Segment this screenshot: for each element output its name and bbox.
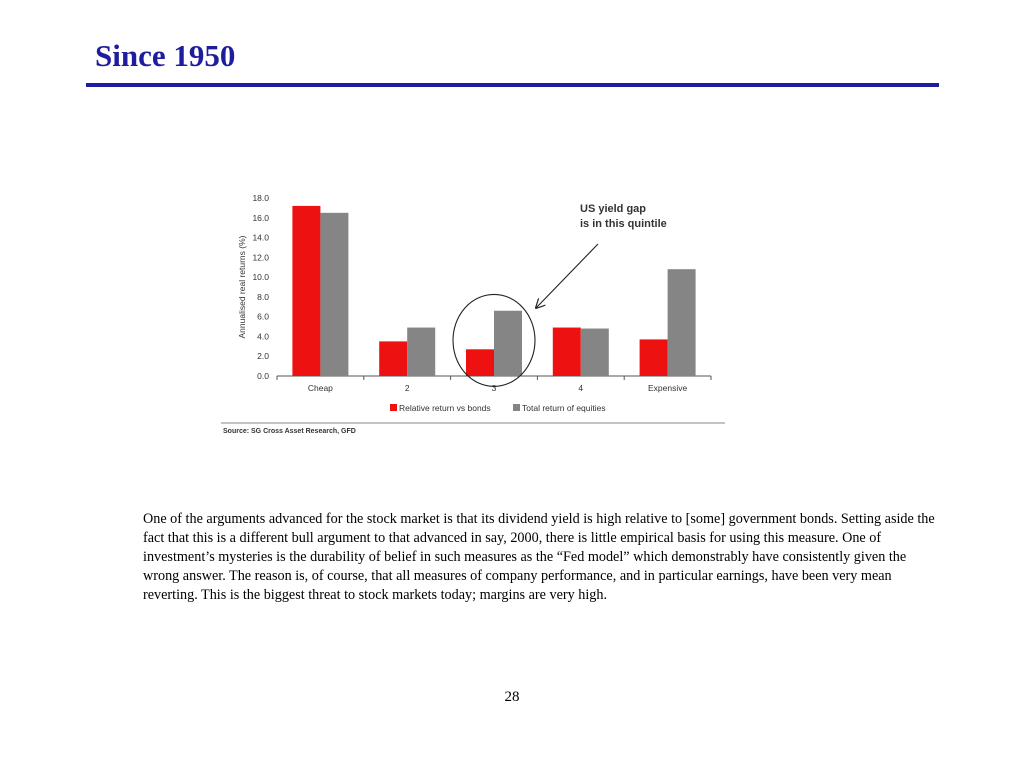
legend-swatch <box>390 404 397 411</box>
annotation-arrow <box>536 244 598 308</box>
bar <box>292 206 320 376</box>
bars <box>292 206 695 376</box>
y-tick-label: 8.0 <box>257 291 269 302</box>
y-tick-label: 0.0 <box>257 371 269 381</box>
body-paragraph: One of the arguments advanced for the stock market is that its dividend yield is high relative to [some] government bonds. Setting aside the fact that this is a different bull argument to that advanced in say, 2000, there is little empirical basis for using this measure. One of investment’s mysteries is the durability of belief in such measures as the “Fed model” which demonstrably have consistently given the wrong answer. The reason is, of course, that all measures of company performance, and in particular earnings, have been very mean reverting. This is the biggest threat to stock markets today; margins are very high. <box>143 511 935 603</box>
y-axis <box>237 193 269 381</box>
x-tick-label: 4 <box>578 383 584 393</box>
x-tick-label: 3 <box>491 383 497 393</box>
bar <box>494 311 522 376</box>
y-tick-label: 12.0 <box>252 252 269 263</box>
y-tick-label: 4.0 <box>257 331 269 342</box>
bar <box>640 339 668 376</box>
legend-label: Total return of equities <box>522 403 606 413</box>
annotation-text-line2: is in this quintile <box>580 218 667 230</box>
x-tick-label: 2 <box>404 383 410 393</box>
legend <box>390 403 606 413</box>
bar <box>553 328 581 376</box>
legend-label: Relative return vs bonds <box>399 403 491 413</box>
source <box>221 423 725 435</box>
y-tick-label: 2.0 <box>257 351 269 362</box>
bar <box>466 349 494 376</box>
x-tick-label: Cheap <box>307 383 333 393</box>
page-number: 28 <box>504 689 520 705</box>
y-axis-title: Annualised real returns (%) <box>237 235 247 339</box>
title-underline <box>86 83 939 87</box>
y-tick-label: 18.0 <box>252 193 269 203</box>
bar <box>407 328 435 376</box>
bar-chart <box>215 186 735 446</box>
y-tick-label: 16.0 <box>252 212 269 223</box>
x-axis <box>277 376 711 393</box>
y-tick-label: 10.0 <box>252 272 269 283</box>
y-tick-label: 14.0 <box>252 232 269 243</box>
annotation-text-line1: US yield gap <box>580 203 647 215</box>
bar <box>379 341 407 376</box>
source-text: Source: SG Cross Asset Research, GFD <box>223 428 356 435</box>
legend-swatch <box>513 404 520 411</box>
y-tick-label: 6.0 <box>257 311 269 322</box>
x-tick-label: Expensive <box>647 383 688 393</box>
bar <box>668 269 696 376</box>
bar <box>581 329 609 376</box>
slide-title: Since 1950 <box>95 38 236 73</box>
bar <box>320 213 348 376</box>
